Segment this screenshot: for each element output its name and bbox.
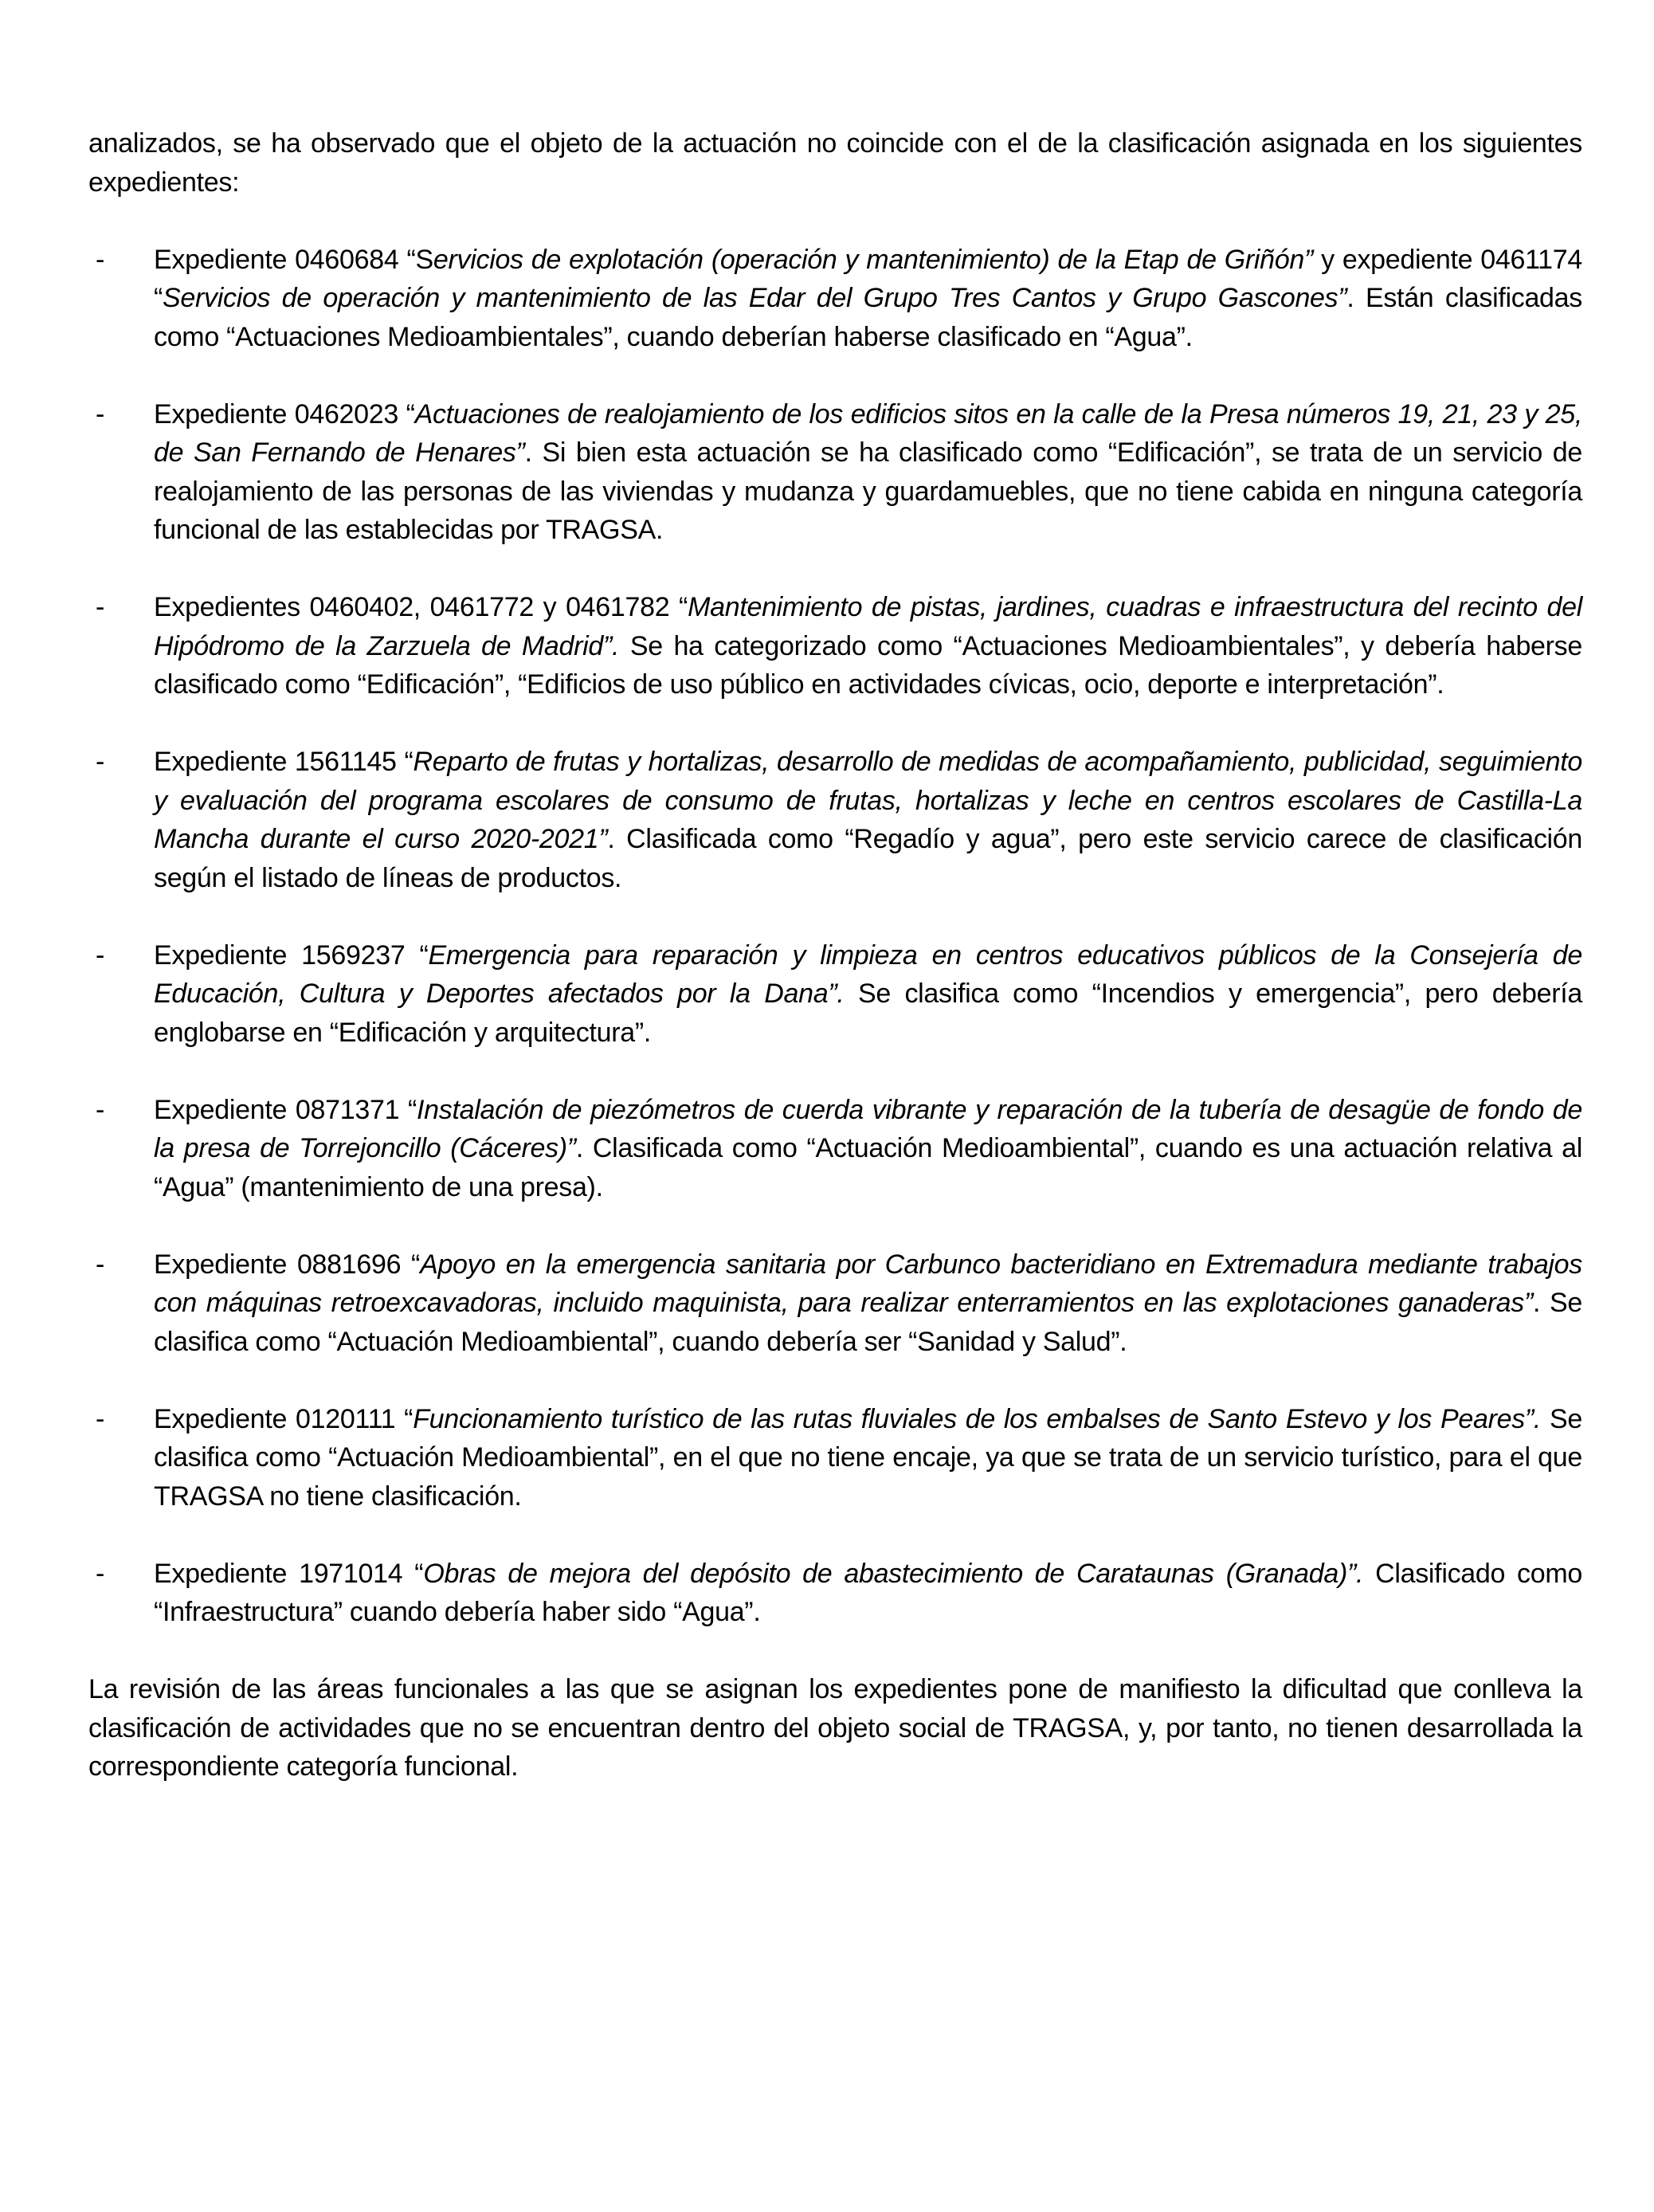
expediente-title: ervicios de explotación (operación y mantenimiento) de la Etap de Griñón” [433,244,1314,275]
list-item-text [154,936,1582,1053]
text-segment: Expediente 0120111 “ [154,1403,414,1434]
bullet-dash: - [96,244,105,275]
list-item-text [154,743,1582,897]
text-segment: . Clasificada como “Regadío y agua”, pero este servicio carece de clasificación según el listado de líneas de productos. [154,824,1582,893]
expedientes-list [88,241,1582,1632]
expediente-title: Reparto de frutas y hortalizas, desarrollo de medidas de acompañamiento, publicidad, seguimiento y evaluación del programa escolares de consumo de frutas, hortalizas y leche en centros escolares de Castilla-La Mancha durante el curso 2020-2021” [154,747,1582,854]
list-item [88,588,1582,704]
text-segment: . Si bien esta actuación se ha clasificado como “Edificación”, se trata de un servicio de realojamiento de las personas de las viviendas y mudanza y guardamuebles, que no tiene cabida en ninguna categoría funcional de las establecidas por TRAGSA. [154,437,1582,545]
bullet-dash: - [96,398,105,429]
list-item [88,1245,1582,1362]
text-segment: Expediente 0871371 “ [154,1094,417,1125]
list-item [88,743,1582,897]
text-segment: . Se clasifica como “Actuación Medioambiental”, cuando debería ser “Sanidad y Salud”. [154,1288,1582,1357]
list-item-text [154,588,1582,704]
expediente-title: Mantenimiento de pistas, jardines, cuadras e infraestructura del recinto del Hipódromo de la Zarzuela de Madrid”. [154,592,1582,661]
list-item-text [154,1245,1582,1362]
bullet-dash: - [96,939,105,971]
expediente-title: Obras de mejora del depósito de abastecimiento de Carataunas (Granada)”. [423,1558,1364,1589]
conclusion-paragraph: La revisión de las áreas funcionales a las que se asignan los expedientes pone de manifiesto la dificultad que conlleva la clasificación de actividades que no se encuentran dentro del objeto social de TRAGSA, y, por tanto, no tienen desarrollada la correspondiente categoría funcional. [88,1674,1582,1782]
text-segment: Expediente 1971014 “ [154,1558,424,1589]
expediente-title: Funcionamiento turístico de las rutas fluviales de los embalses de Santo Estevo y los Peares”. [413,1403,1542,1434]
bullet-dash: - [96,1249,105,1280]
intro-paragraph: analizados, se ha observado que el objeto de la actuación no coincide con el de la clasificación asignada en los siguientes expedientes: [88,128,1582,198]
text-segment: Clasificado como “Infraestructura” cuando debería haber sido “Agua”. [154,1558,1582,1627]
list-item [88,1400,1582,1516]
bullet-dash: - [96,592,105,622]
list-item [88,1555,1582,1632]
expediente-title: Actuaciones de realojamiento de los edificios sitos en la calle de la Presa números 19, 21, 23 y 25, de San Fernando de Henares” [154,398,1583,468]
bullet-dash: - [96,747,105,777]
document-page [88,124,1582,1786]
bullet-dash: - [96,1558,105,1589]
expediente-title: Servicios de operación y mantenimiento de las Edar del Grupo Tres Cantos y Grupo Gascones” [163,283,1347,313]
text-segment: Expedientes 0460402, 0461772 y 0461782 “ [154,592,688,622]
text-segment: . Clasificada como “Actuación Medioambiental”, cuando es una actuación relativa al “Agua” (mantenimiento de una presa). [154,1133,1582,1202]
expediente-title: Instalación de piezómetros de cuerda vibrante y reparación de la tubería de desagüe de fondo de la presa de Torrejoncillo (Cáceres)” [154,1094,1582,1163]
text-segment: Expediente 1569237 “ [154,939,429,971]
text-segment: Se ha categorizado como “Actuaciones Medioambientales”, y debería haberse clasificado como “Edificación”, “Edificios de uso público en actividades cívicas, ocio, deporte e interpretación”. [154,630,1582,700]
text-segment: Expediente 0881696 “ [154,1249,421,1280]
list-item [88,936,1582,1053]
list-item [88,395,1582,550]
text-segment: . Están clasificadas como “Actuaciones Medioambientales”, cuando deberían haberse clasificado en “Agua”. [154,283,1582,352]
list-item-text [154,1400,1582,1516]
text-segment: Expediente 1561145 “ [154,747,414,777]
list-item-text [154,1555,1582,1632]
list-item-text [154,1091,1582,1207]
bullet-dash: - [96,1403,105,1434]
bullet-dash: - [96,1094,105,1125]
text-segment: Expediente 0462023 “ [154,398,415,429]
expediente-title: Emergencia para reparación y limpieza en centros educativos públicos de la Consejería de Educación, Cultura y Deportes afectados por la Dana”. [154,939,1582,1009]
list-item [88,241,1582,357]
list-item-text [154,241,1582,357]
text-segment: Expediente 0460684 “S [154,244,433,275]
text-segment: Se clasifica como “Incendios y emergencia”, pero debería englobarse en “Edificación y arquitectura”. [154,979,1583,1048]
text-segment: Se clasifica como “Actuación Medioambiental”, en el que no tiene encaje, ya que se trata de un servicio turístico, para el que TRAGSA no tiene clasificación. [154,1403,1582,1512]
list-item [88,1091,1582,1207]
list-item-text [154,395,1582,550]
text-segment: y expediente 0461174 “ [154,244,1582,313]
expediente-title: Apoyo en la emergencia sanitaria por Carbunco bacteridiano en Extremadura mediante trabajos con máquinas retroexcavadoras, incluido maquinista, para realizar enterramientos en las explotaciones ganaderas” [154,1249,1582,1318]
